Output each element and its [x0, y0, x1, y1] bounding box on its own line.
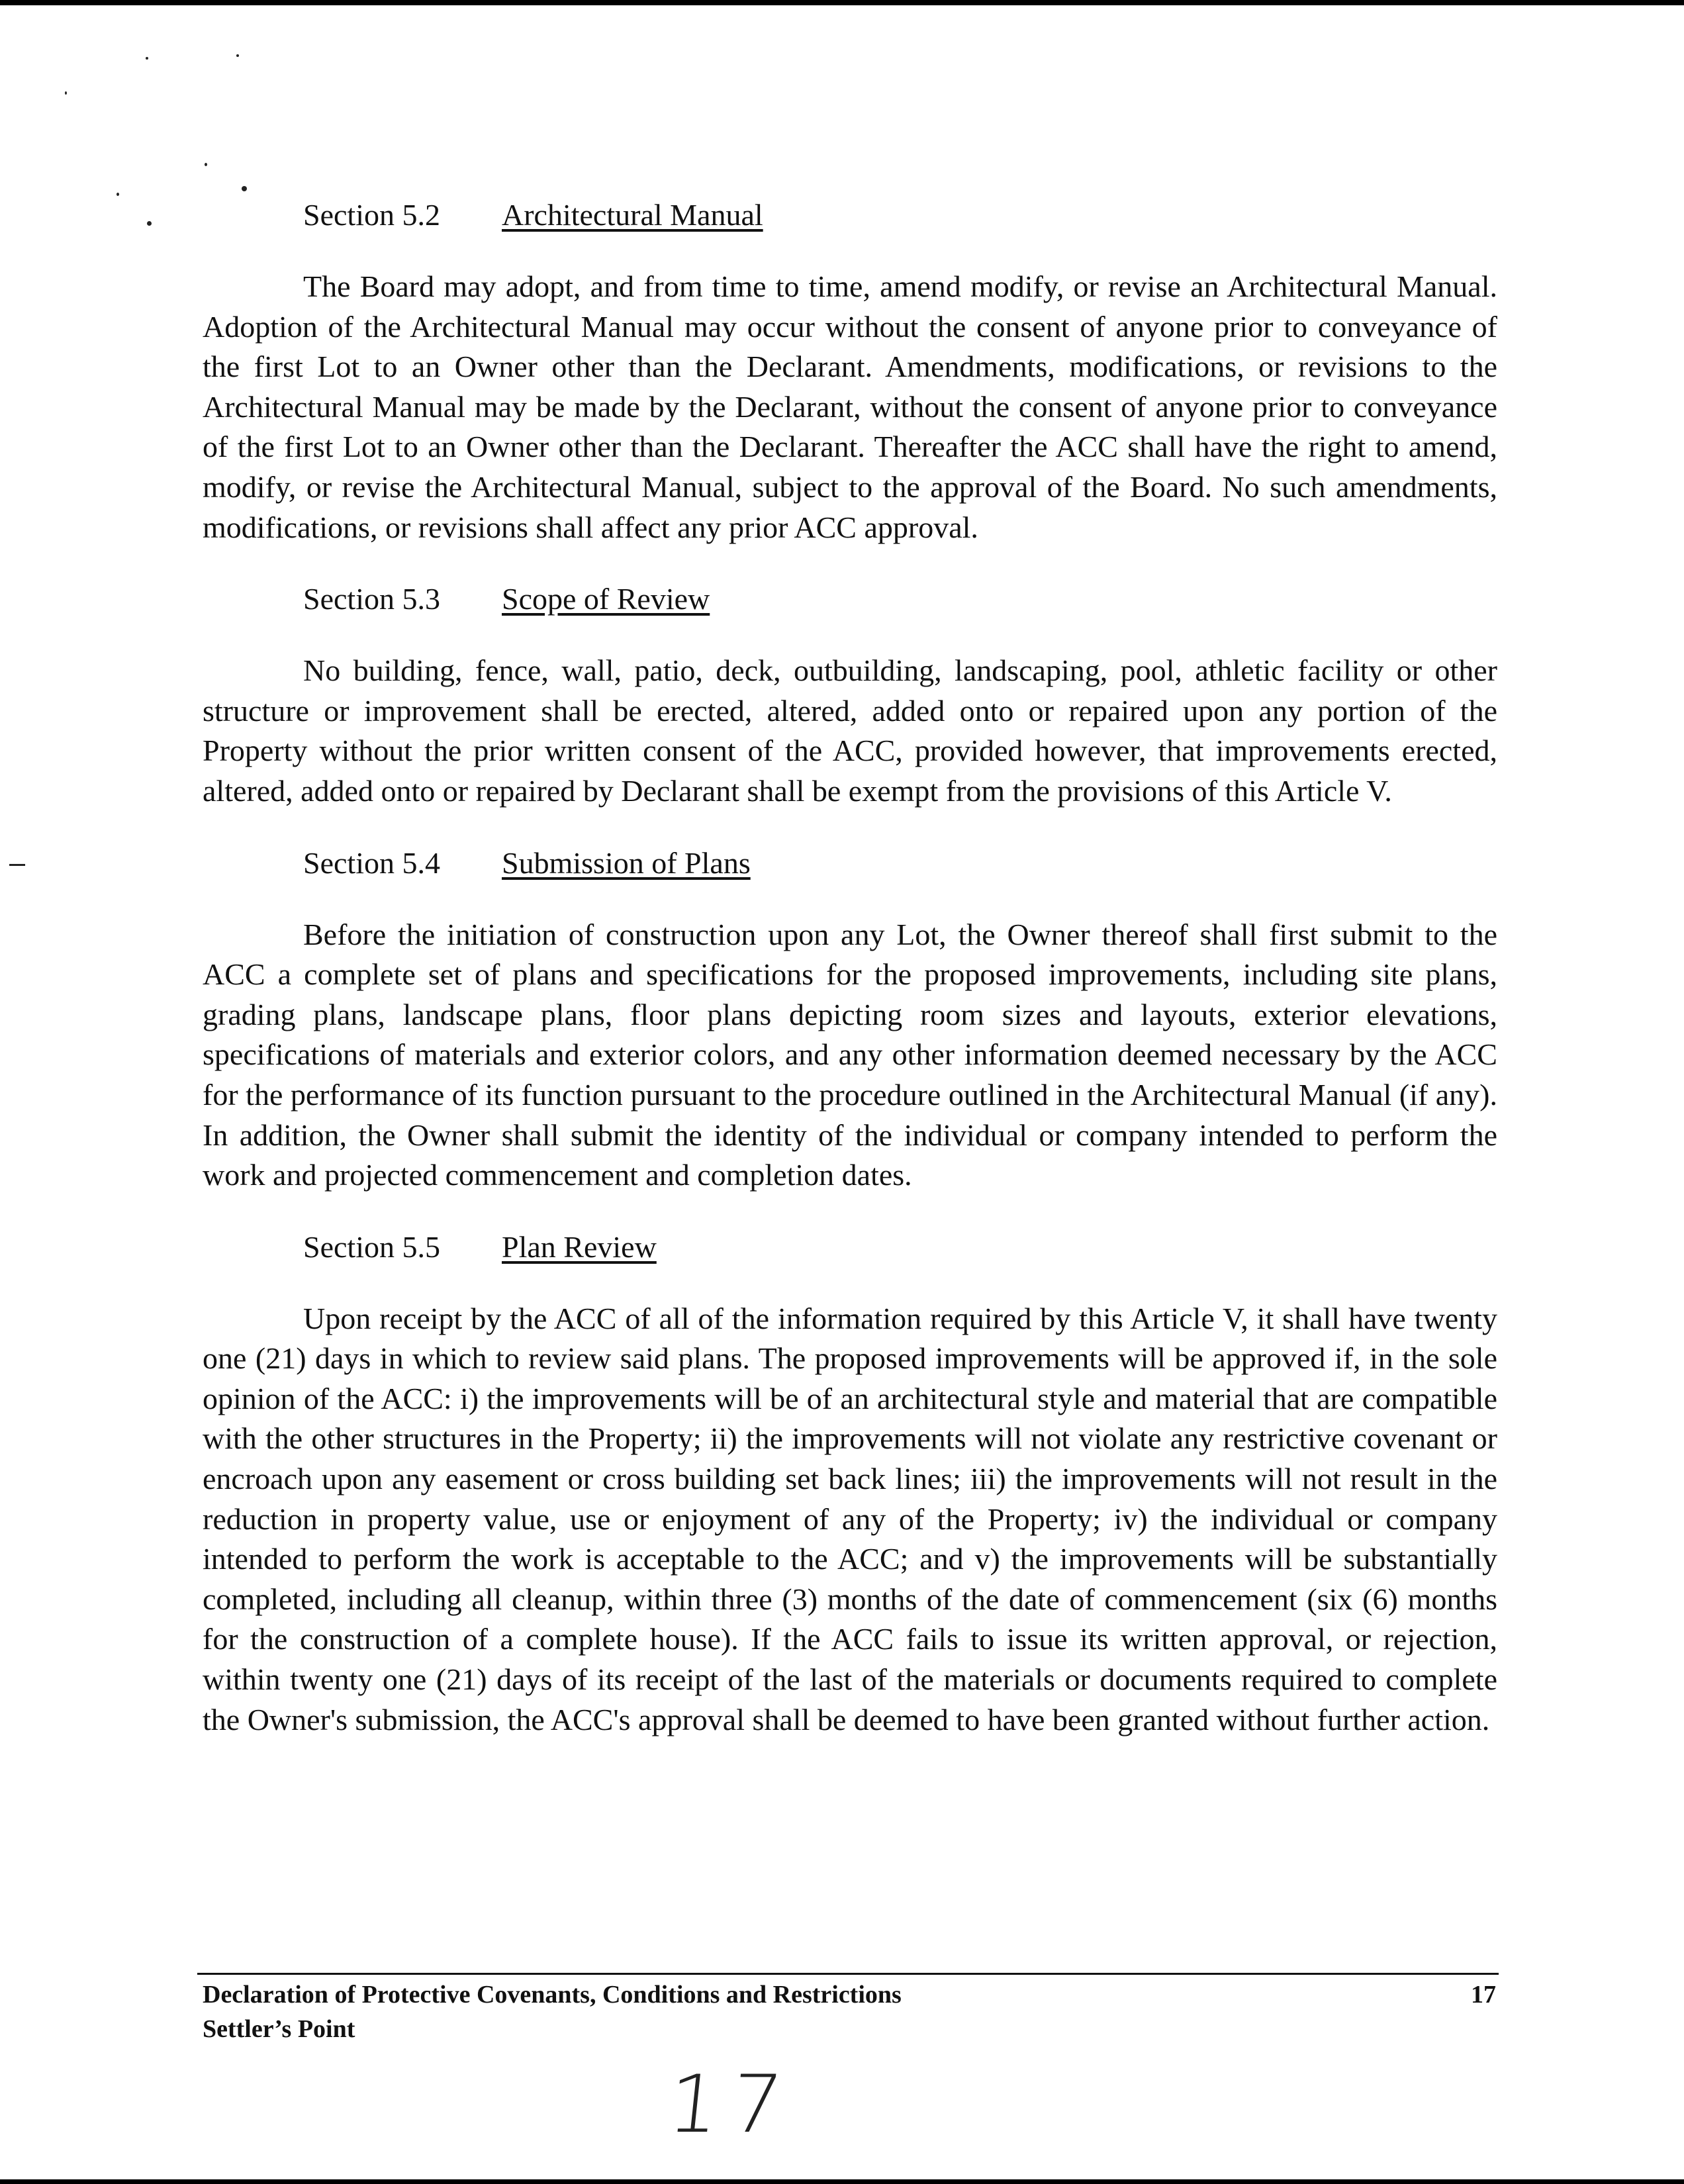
section-paragraph: Upon receipt by the ACC of all of the information required by this Article V, it shall have twenty one (21) days in which to review said plans. The proposed improvements will be approved if, in the sole opinion of the ACC: i) the improvements will be of an architectural style and material that are compatible with the other structures in the Property; ii) the improvements will not violate any restrictive covenant or encroach upon any easement or cross building set back lines; iii) the improvements will not result in the reduction in property value, use or enjoyment of any of the Property; iv) the individual or company intended to perform the work is acceptable to the ACC; and v) the improvements will be substantially completed, including all cleanup, within three (3) months of the date of commencement (six (6) months for the construction of a complete house). If the ACC fails to issue its written approval, or rejection, within twenty one (21) days of its receipt of the last of the materials or documents required to complete the Owner's submission, the ACC's approval shall be deemed to have been granted without further action. — [203, 1301, 1497, 1736]
section-number: Section 5.2 — [303, 198, 440, 232]
document-body — [203, 195, 1497, 1740]
footer-page-number: 17 — [1471, 1981, 1496, 2009]
section-heading — [303, 843, 1497, 883]
scan-speck — [9, 864, 25, 866]
footer-document-title: Declaration of Protective Covenants, Conditions and Restrictions — [203, 1981, 902, 2009]
section-heading — [303, 1227, 1497, 1267]
section-heading — [303, 579, 1497, 619]
section-number: Section 5.5 — [303, 1229, 440, 1264]
section-number: Section 5.3 — [303, 582, 440, 616]
section-paragraph: Before the initiation of construction upon any Lot, the Owner thereof shall first submit to the ACC a complete set of plans and specifications for the proposed improvements, including site plans, grading plans, landscape plans, floor plans depicting room sizes and layouts, exterior elevations, specifications of materials and exterior colors, and any other information deemed necessary by the ACC for the performance of its function pursuant to the procedure outlined in the Architectural Manual (if any). In addition, the Owner shall submit the identity of the individual or company intended to perform the work and projected commencement and completion dates. — [203, 917, 1497, 1192]
scan-speck — [236, 54, 239, 57]
scan-border-top — [0, 0, 1684, 5]
footer-divider — [197, 1973, 1499, 1975]
section-title: Architectural Manual — [502, 198, 763, 232]
section-heading — [303, 195, 1497, 235]
section-paragraph: The Board may adopt, and from time to time, amend modify, or revise an Architectural Manual. Adoption of the Architectural Manual may occur without the consent of anyone prior to conveyance of the first Lot to an Owner other than the Declarant. Amendments, modifications, or revisions to the Architectural Manual may be made by the Declarant, without the consent of anyone prior to conveyance of the first Lot to an Owner other than the Declarant. Thereafter the ACC shall have the right to amend, modify, or revise the Architectural Manual, subject to the approval of the Board. No such amendments, modifications, or revisions shall affect any prior ACC approval. — [203, 269, 1497, 544]
section-paragraph: No building, fence, wall, patio, deck, outbuilding, landscaping, pool, athletic facility or other structure or improvement shall be erected, altered, added onto or repaired upon any portion of the Property without the prior written consent of the ACC, provided however, that improvements erected, altered, added onto or repaired by Declarant shall be exempt from the provisions of this Article V. — [203, 653, 1497, 808]
scan-speck — [146, 57, 148, 60]
scan-border-bottom — [0, 2179, 1684, 2184]
section-title: Submission of Plans — [502, 845, 751, 880]
scan-speck — [242, 186, 247, 191]
section-number: Section 5.4 — [303, 845, 440, 880]
scan-speck — [117, 193, 119, 196]
scan-speck — [65, 91, 67, 95]
section-title: Plan Review — [502, 1229, 657, 1264]
handwritten-page-number: 17 — [663, 2059, 799, 2151]
section-title: Scope of Review — [502, 582, 710, 616]
scan-speck — [205, 163, 207, 166]
scan-speck — [147, 221, 152, 226]
footer-community-name: Settler’s Point — [203, 2015, 355, 2043]
